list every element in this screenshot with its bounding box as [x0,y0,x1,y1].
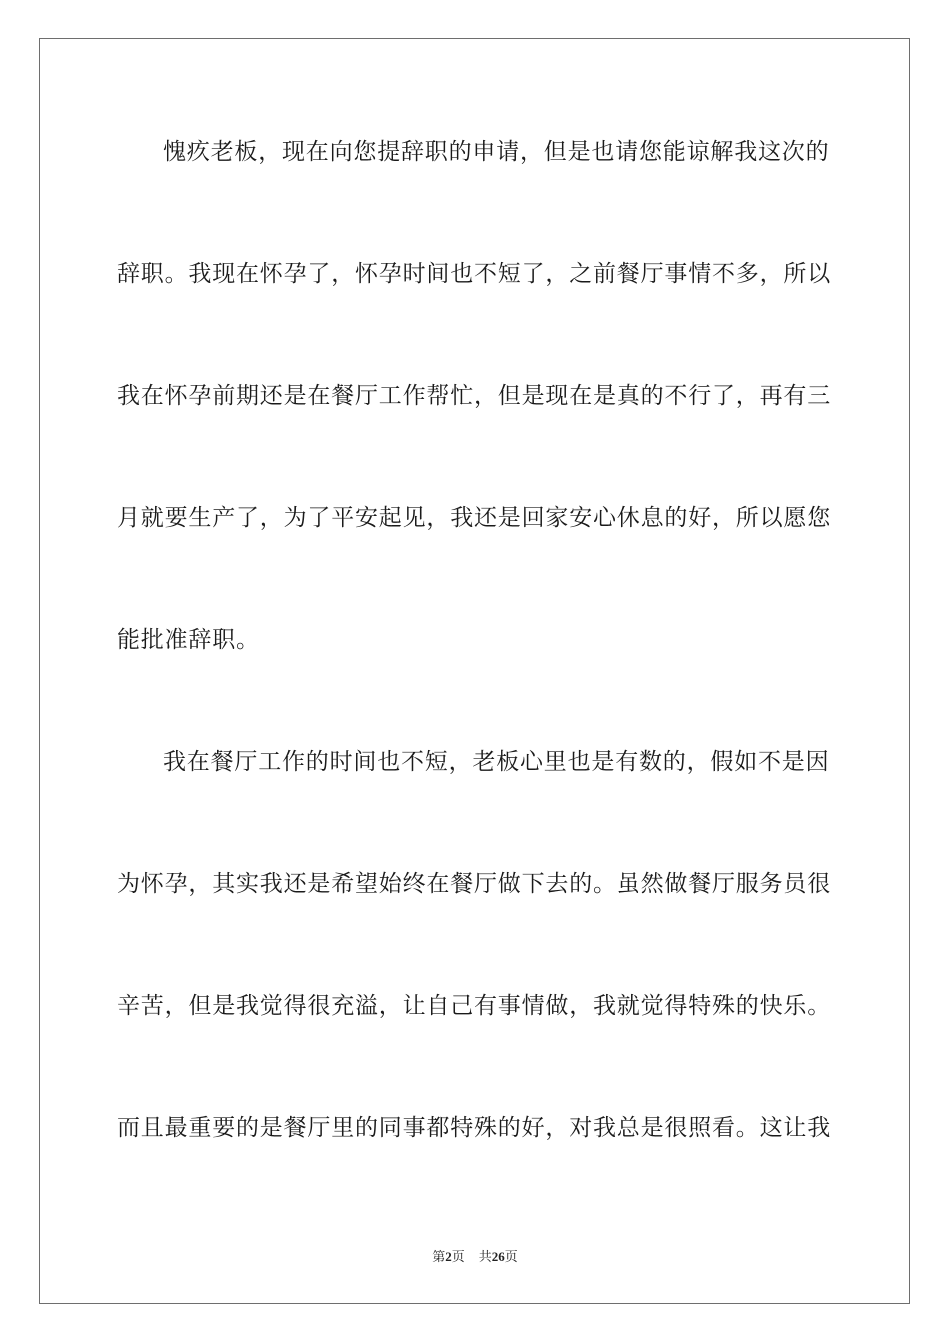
total-suffix: 页 [504,1250,518,1265]
paragraph-2-line-4: 而且最重要的是餐厅里的同事都特殊的好，对我总是很照看。这让我 [117,1115,831,1141]
paragraph-1-line-3: 我在怀孕前期还是在餐厅工作帮忙，但是现在是真的不行了，再有三 [117,383,831,409]
paragraph-2-line-2: 为怀孕，其实我还是希望始终在餐厅做下去的。虽然做餐厅服务员很 [117,871,831,897]
paragraph-1-line-1: 愧疚老板，现在向您提辞职的申请，但是也请您能谅解我这次的 [163,139,830,165]
total-pages: 26 [491,1249,505,1264]
paragraph-2-line-3: 辛苦，但是我觉得很充溢，让自己有事情做，我就觉得特殊的快乐。 [117,993,831,1019]
paragraph-2-line-1: 我在餐厅工作的时间也不短，老板心里也是有数的，假如不是因 [163,749,830,775]
page-footer [0,1248,950,1267]
paragraph-1-line-5: 能批准辞职。 [117,627,260,653]
paragraph-1-line-2: 辞职。我现在怀孕了，怀孕时间也不短了，之前餐厅事情不多，所以 [117,261,831,287]
total-prefix: 共 [478,1250,492,1265]
paragraph-1-line-4: 月就要生产了，为了平安起见，我还是回家安心休息的好，所以愿您 [117,505,831,531]
page-number: 2 [445,1249,452,1264]
page-prefix: 第 [432,1250,446,1265]
page-suffix: 页 [451,1250,465,1265]
